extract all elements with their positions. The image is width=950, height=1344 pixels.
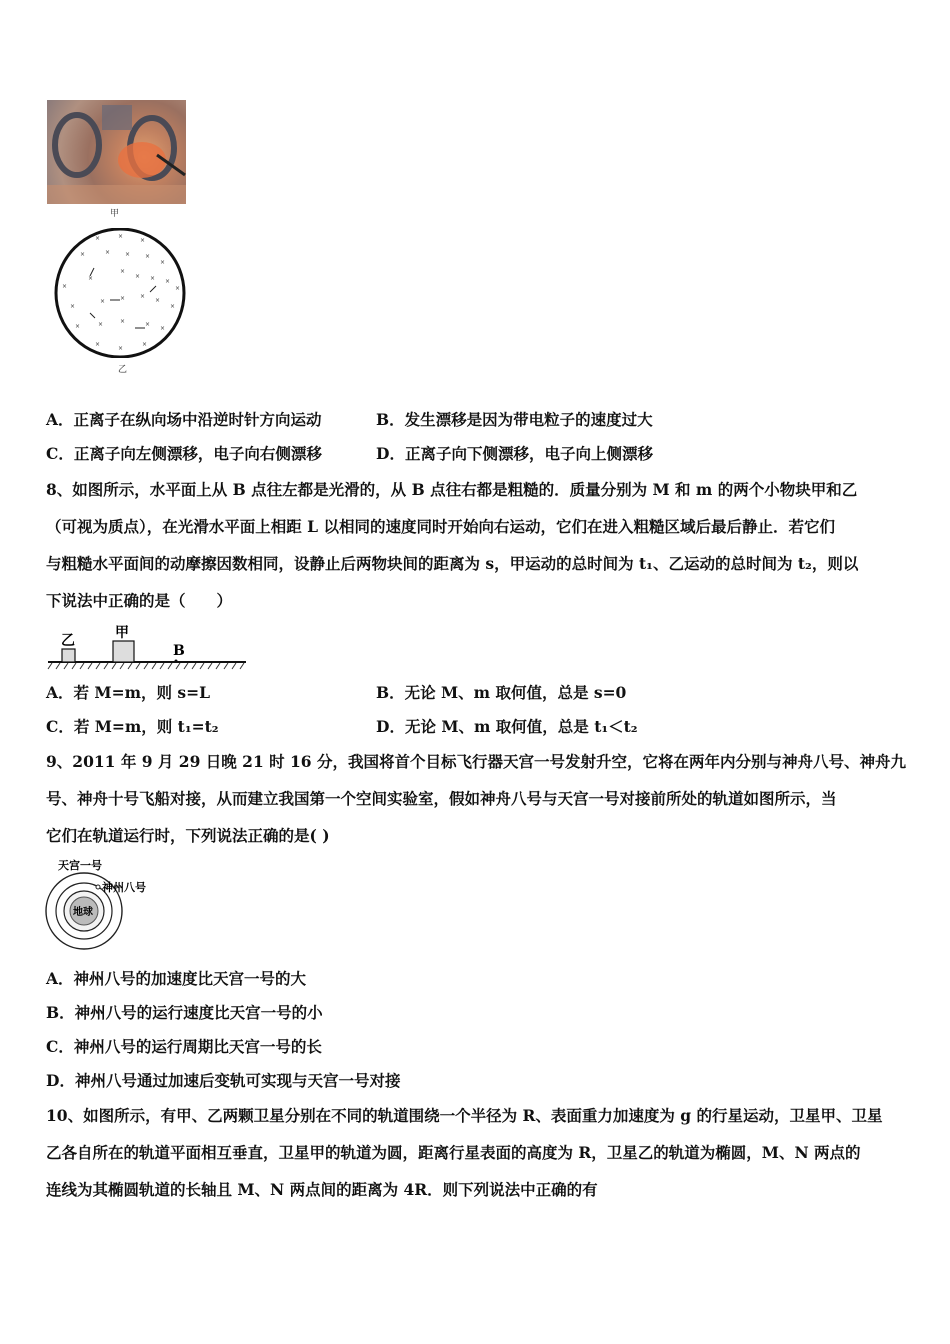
- svg-text:×: ×: [75, 323, 81, 330]
- svg-text:×: ×: [140, 237, 146, 244]
- q7-option-a[interactable]: A．正离子在纵向场中沿逆时针方向运动: [46, 410, 322, 429]
- svg-text:×: ×: [120, 295, 126, 302]
- q8-text-line-3: 与粗糙水平面间的动摩擦因数相同，设静止后两物块间的距离为 s，甲运动的总时间为 t₁、乙运动的总时间为 t₂，则以: [46, 554, 859, 573]
- q8-option-b[interactable]: B．无论 M、m 取何值，总是 s=0: [376, 683, 627, 702]
- svg-text:×: ×: [120, 268, 126, 275]
- block-jia: [113, 641, 134, 662]
- svg-text:×: ×: [95, 341, 101, 348]
- svg-text:×: ×: [160, 259, 166, 266]
- svg-text:×: ×: [118, 233, 124, 240]
- q9-option-a[interactable]: A．神州八号的加速度比天宫一号的大: [46, 969, 307, 988]
- q9-text-line-2: 号、神舟十号飞船对接，从而建立我国第一个空间实验室，假如神舟八号与天宫一号对接前所处的轨道如图所示，当: [46, 789, 837, 808]
- q9-option-b[interactable]: B．神州八号的运行速度比天宫一号的小: [46, 1003, 323, 1022]
- svg-text:×: ×: [140, 293, 146, 300]
- q10-text-line-1: 10、如图所示，有甲、乙两颗卫星分别在不同的轨道围绕一个半径为 R、表面重力加速度为 g 的行星运动，卫星甲、卫星: [46, 1106, 883, 1125]
- q8-option-d[interactable]: D．无论 M、m 取何值，总是 t₁＜t₂: [376, 717, 638, 736]
- svg-text:×: ×: [145, 321, 151, 328]
- svg-text:×: ×: [80, 251, 86, 258]
- svg-text:×: ×: [95, 235, 101, 242]
- svg-text:×: ×: [70, 303, 76, 310]
- q8-text-line-4: 下说法中正确的是（ ）: [46, 591, 233, 610]
- svg-text:×: ×: [150, 275, 156, 282]
- fig-yi-caption: 乙: [118, 365, 128, 375]
- svg-text:×: ×: [142, 341, 148, 348]
- magnetic-field-diagram: [50, 228, 190, 358]
- svg-text:×: ×: [165, 278, 171, 285]
- q9-option-c[interactable]: C．神州八号的运行周期比天宫一号的长: [46, 1037, 322, 1056]
- q7-option-d[interactable]: D．正离子向下侧漂移，电子向上侧漂移: [376, 444, 653, 463]
- block-yi: [62, 649, 75, 662]
- q10-text-line-2: 乙各自所在的轨道平面相互垂直，卫星甲的轨道为圆，距离行星表面的高度为 R，卫星乙的轨道为椭圆，M、N 两点的: [46, 1143, 861, 1162]
- q9-text-line-1: 9、2011 年 9 月 29 日晚 21 时 16 分，我国将首个目标飞行器天宫一号发射升空，它将在两年内分别与神舟八号、神舟九: [46, 752, 906, 771]
- svg-text:×: ×: [160, 325, 166, 332]
- svg-text:×: ×: [175, 285, 181, 292]
- svg-text:×: ×: [170, 303, 176, 310]
- q7-option-c[interactable]: C．正离子向左侧漂移，电子向右侧漂移: [46, 444, 322, 463]
- svg-text:×: ×: [100, 298, 106, 305]
- label-yi: 乙: [61, 633, 75, 649]
- q8-text-line-2: （可视为质点），在光滑水平面上相距 L 以相同的速度同时开始向右运动，它们在进入粗糙区域后最后静止．若它们: [46, 517, 835, 536]
- tokamak-photo: [47, 100, 186, 204]
- svg-text:×: ×: [135, 273, 141, 280]
- label-jia: 甲: [115, 625, 129, 641]
- svg-text:×: ×: [88, 275, 94, 282]
- q9-text-line-3: 它们在轨道运行时，下列说法正确的是( ): [46, 826, 330, 845]
- orbit-diagram: [44, 856, 164, 952]
- q8-option-c[interactable]: C．若 M=m，则 t₁=t₂: [46, 717, 219, 736]
- svg-text:×: ×: [98, 321, 104, 328]
- label-shenzhou: 神州八号: [102, 881, 146, 894]
- svg-text:×: ×: [105, 249, 111, 256]
- svg-text:×: ×: [118, 345, 124, 352]
- blocks-on-surface-diagram: [46, 622, 248, 672]
- svg-text:×: ×: [120, 318, 126, 325]
- q8-option-a[interactable]: A．若 M=m，则 s=L: [46, 683, 210, 702]
- label-b: B: [173, 643, 185, 659]
- q8-text-line-1: 8、如图所示，水平面上从 B 点往左都是光滑的，从 B 点往右都是粗糙的．质量分别为 M 和 m 的两个小物块甲和乙: [46, 480, 858, 499]
- svg-text:×: ×: [145, 253, 151, 260]
- label-tiangong: 天宫一号: [58, 859, 102, 872]
- svg-text:×: ×: [125, 251, 131, 258]
- svg-text:×: ×: [155, 297, 161, 304]
- fig-jia-caption: 甲: [110, 209, 120, 219]
- svg-text:×: ×: [62, 283, 68, 290]
- label-earth: 地球: [73, 907, 93, 918]
- q10-text-line-3: 连线为其椭圆轨道的长轴且 M、N 两点间的距离为 4R．则下列说法中正确的有: [46, 1180, 598, 1199]
- q7-option-b[interactable]: B．发生漂移是因为带电粒子的速度过大: [376, 410, 653, 429]
- q9-option-d[interactable]: D．神州八号通过加速后变轨可实现与天宫一号对接: [46, 1071, 401, 1090]
